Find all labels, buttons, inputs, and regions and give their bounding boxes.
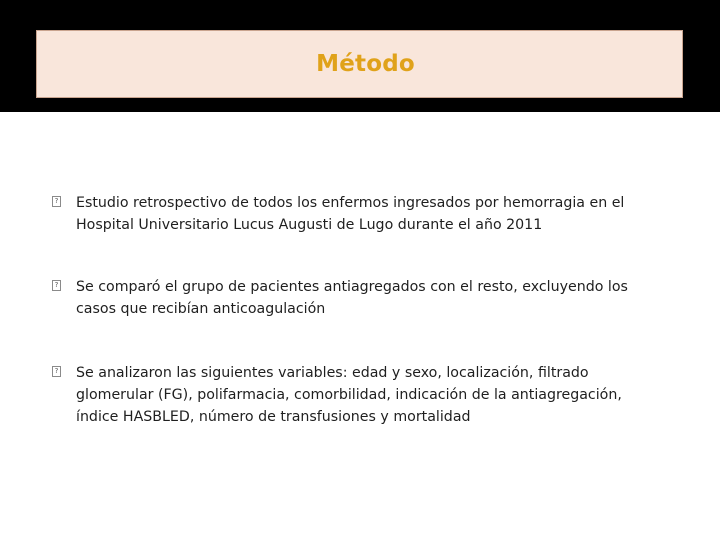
bullet-text: Se analizaron las siguientes variables: edad y sexo, localización, filtrado glomerular (FG), polifarmacia, comorbilidad, indicación de la antiagregación, índice HASBLED, número de transfusiones y mortalidad <box>76 365 622 425</box>
bullet-text: Estudio retrospectivo de todos los enfermos ingresados por hemorragia en el Hospital Universitario Lucus Augusti de Lugo durante el año 2011 <box>76 195 625 233</box>
title-box <box>36 30 683 98</box>
slide-title: Método <box>316 51 415 77</box>
bullet-text: Se comparó el grupo de pacientes antiagregados con el resto, excluyendo los casos que recibían anticoagulación <box>76 279 628 317</box>
bullet-item <box>52 276 662 320</box>
bullet-list <box>52 192 662 468</box>
bullet-item <box>52 192 662 236</box>
header-band <box>0 0 720 112</box>
square-bullet-icon: ? <box>52 196 61 207</box>
square-bullet-icon: ? <box>52 280 61 291</box>
square-bullet-icon: ? <box>52 366 61 377</box>
bullet-item <box>52 362 662 428</box>
